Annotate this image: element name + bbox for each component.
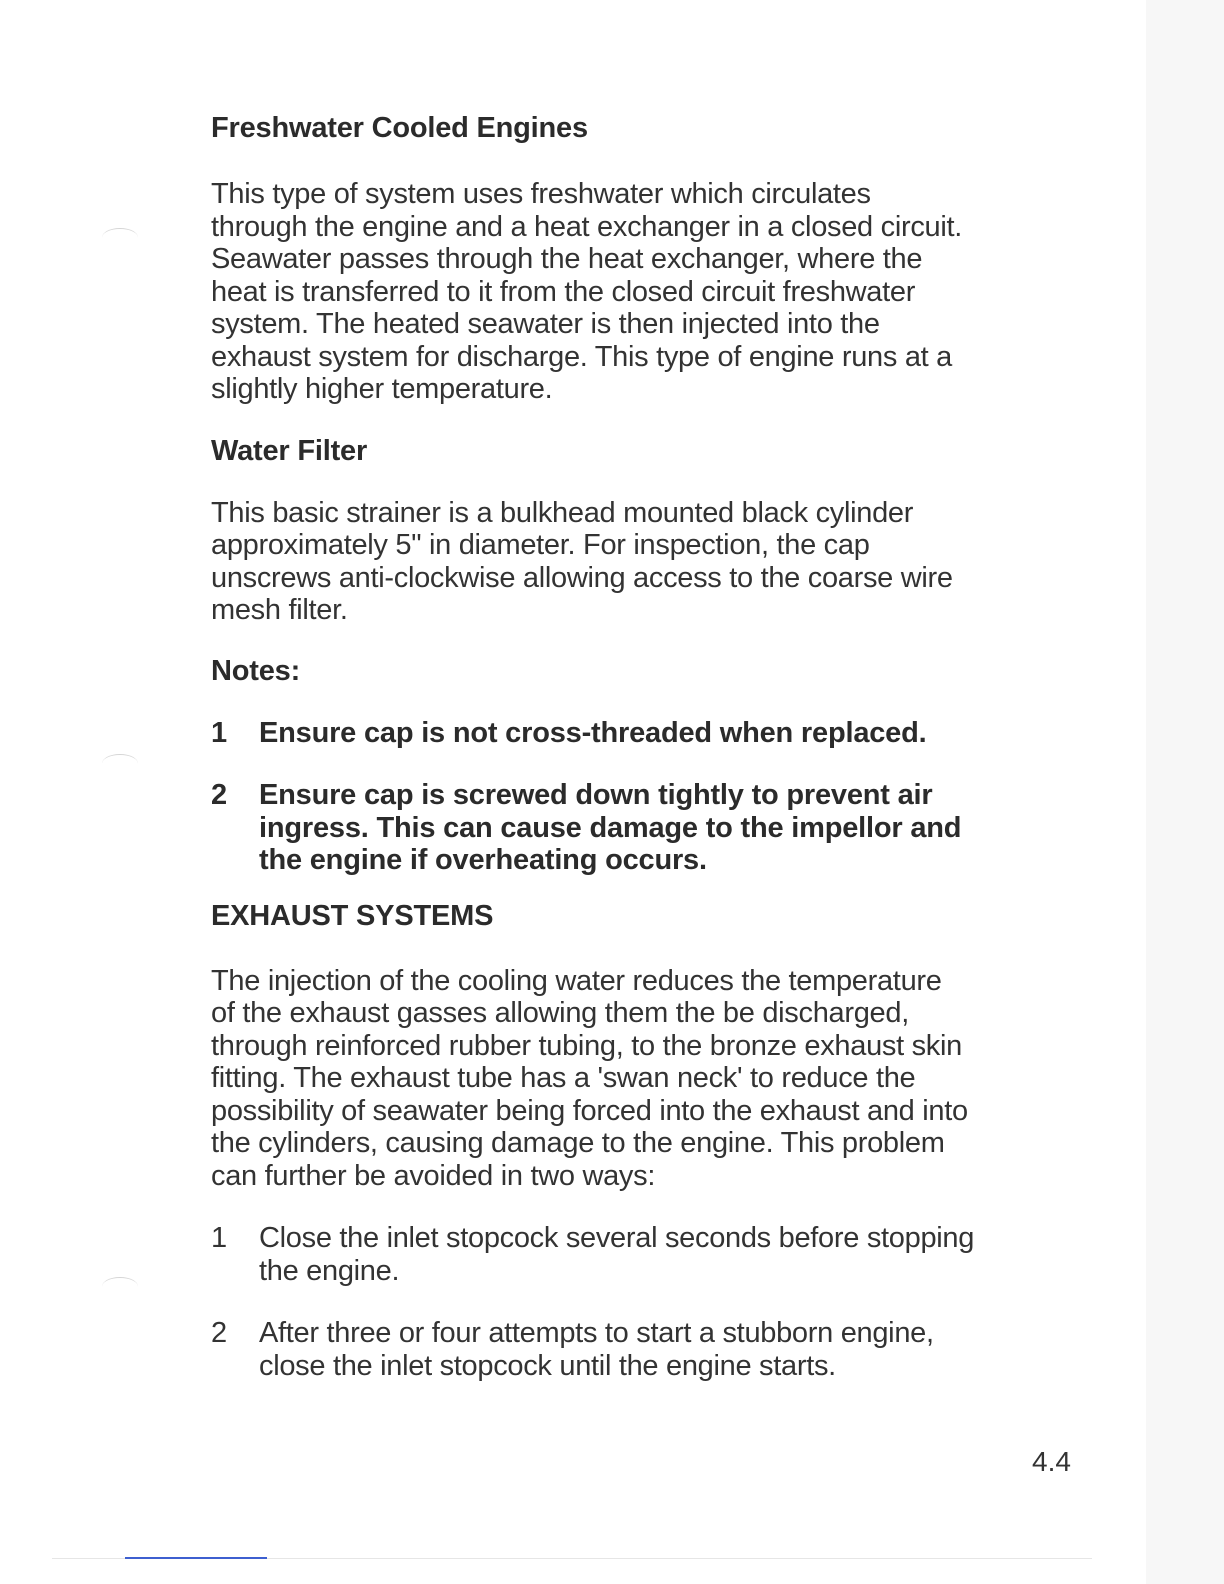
text-line: The injection of the cooling water reduces the temperature [211, 964, 942, 997]
text-line: can further be avoided in two ways: [211, 1159, 656, 1192]
note-item [211, 717, 1071, 750]
note-number: 2 [211, 779, 227, 811]
step-item [211, 1317, 1071, 1382]
text-line: possibility of seawater being forced into the exhaust and into [211, 1094, 968, 1127]
text-line: the cylinders, causing damage to the engine. This problem [211, 1127, 945, 1159]
text-line: Ensure cap is not cross-threaded when replaced. [259, 716, 927, 749]
exhaust-steps-list [211, 1222, 1071, 1382]
text-line: After three or four attempts to start a stubborn engine, [259, 1317, 934, 1349]
text-line: Close the inlet stopcock several seconds before stopping [259, 1222, 975, 1254]
text-line: exhaust system for discharge. This type of engine runs at a [211, 340, 953, 373]
exhaust-paragraph [211, 965, 1071, 1193]
exhaust-heading: EXHAUST SYSTEMS [211, 899, 494, 932]
text-line: system. The heated seawater is then injected into the [211, 308, 880, 340]
page-number: 4.4 [1032, 1446, 1071, 1477]
step-item [211, 1222, 1071, 1287]
note-item [211, 779, 1071, 877]
notes-heading: Notes: [211, 654, 301, 687]
scan-edge-shading [1146, 0, 1224, 1584]
notes-list [211, 717, 1071, 877]
text-line: the engine. [259, 1254, 400, 1287]
text-line: unscrews anti-clockwise allowing access to the coarse wire [211, 561, 953, 594]
note-text [259, 779, 1071, 877]
text-line: ingress. This can cause damage to the impellor and [259, 811, 962, 844]
step-number: 2 [211, 1317, 227, 1349]
text-line: slightly higher temperature. [211, 373, 553, 405]
note-number: 1 [211, 716, 227, 749]
binding-hole-mark [102, 754, 138, 773]
text-line: the engine if overheating occurs. [259, 844, 707, 876]
text-line: of the exhaust gasses allowing them the be discharged, [211, 997, 909, 1029]
text-line: through reinforced rubber tubing, to the bronze exhaust skin [211, 1029, 962, 1062]
text-line: close the inlet stopcock until the engine starts. [259, 1349, 836, 1382]
text-line: through the engine and a heat exchanger in a closed circuit. [211, 210, 963, 243]
text-line: This basic strainer is a bulkhead mounted black cylinder [211, 496, 914, 529]
text-line: approximately 5" in diameter. For inspection, the cap [211, 529, 870, 561]
bottom-accent-line [125, 1557, 267, 1559]
step-text [259, 1317, 1071, 1382]
page-content [211, 108, 1071, 1382]
water-filter-paragraph [211, 497, 1071, 627]
freshwater-paragraph [211, 178, 1071, 406]
text-line: Seawater passes through the heat exchanger, where the [211, 243, 923, 275]
step-number: 1 [211, 1222, 227, 1254]
text-line: mesh filter. [211, 594, 348, 626]
text-line: heat is transferred to it from the closed circuit freshwater [211, 275, 916, 308]
text-line: fitting. The exhaust tube has a 'swan neck' to reduce the [211, 1062, 916, 1094]
text-line: Ensure cap is screwed down tightly to prevent air [259, 779, 933, 811]
note-text [259, 717, 1071, 750]
step-text [259, 1222, 1071, 1287]
text-line: This type of system uses freshwater which circulates [211, 178, 871, 210]
binding-hole-mark [102, 1277, 138, 1296]
binding-hole-mark [102, 228, 138, 247]
water-filter-heading: Water Filter [211, 434, 368, 467]
freshwater-heading: Freshwater Cooled Engines [211, 112, 588, 144]
